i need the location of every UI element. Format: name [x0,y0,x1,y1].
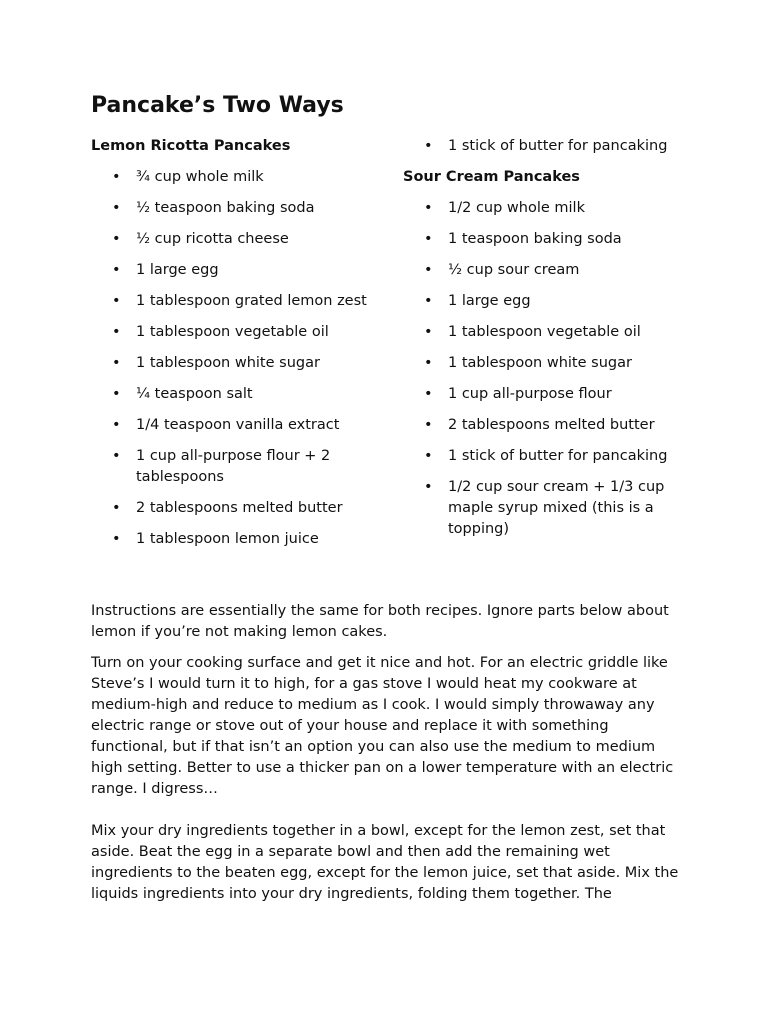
list-item: • 2 tablespoons melted butter [403,415,683,436]
list-item: • 1 tablespoon white sugar [403,353,683,374]
list-item: • ½ cup ricotta cheese [91,229,391,250]
list-item: • 1 tablespoon lemon juice [91,529,391,550]
sour-cream-heading: Sour Cream Pancakes [403,169,580,185]
sour-cream-column [403,136,683,560]
instructions-paragraph: Mix your dry ingredients together in a bowl, except for the lemon zest, set that aside. Beat the egg in a separate bowl and then add the remaining wet ingredients to the beaten egg, except for the lemon juice, set that aside. Mix the liquids ingredients into your dry ingredients, folding them together. The [91,823,679,902]
list-item: • 1 tablespoon white sugar [91,353,391,374]
instructions-paragraph: Instructions are essentially the same for both recipes. Ignore parts below about lemon if you’re not making lemon cakes. [91,603,669,640]
lemon-ricotta-column [91,136,391,560]
lemon-ricotta-list [91,167,391,550]
document-title: Pancake’s Two Ways [91,93,344,118]
list-item: • 1/2 cup whole milk [403,198,683,219]
list-item: • 1 tablespoon vegetable oil [91,322,391,343]
list-item: • 1 cup all-purpose flour + 2 tablespoons [91,446,391,488]
list-item: • 1 large egg [403,291,683,312]
list-item: • 1/2 cup sour cream + 1/3 cup maple syrup mixed (this is a topping) [403,477,683,540]
list-item: • ¼ teaspoon salt [91,384,391,405]
list-item: • 1 cup all-purpose flour [403,384,683,405]
list-item: • 1 stick of butter for pancaking [403,136,683,157]
lemon-ricotta-heading: Lemon Ricotta Pancakes [91,138,291,154]
instructions-paragraph: Turn on your cooking surface and get it nice and hot. For an electric griddle like Steve’s I would turn it to high, for a gas stove I would heat my cookware at medium-high and reduce to medium as I cook. I would simply throwaway any electric range or stove out of your house and replace it with something functional, but if that isn’t an option you can also use the medium to medium high setting. Better to use a thicker pan on a lower temperature with an electric range. I digress… [91,655,674,797]
list-item: • 1 tablespoon grated lemon zest [91,291,391,312]
list-item: • 1 large egg [91,260,391,281]
list-item: • ½ teaspoon baking soda [91,198,391,219]
list-item: • 2 tablespoons melted butter [91,498,391,519]
list-item: • 1 stick of butter for pancaking [403,446,683,467]
document-page [91,90,683,915]
sour-cream-list [403,198,683,540]
list-item: • 1 teaspoon baking soda [403,229,683,250]
lemon-ricotta-carryover-list [403,136,683,157]
ingredient-columns [91,136,683,560]
instructions-section [91,601,683,905]
list-item: • 1/4 teaspoon vanilla extract [91,415,391,436]
list-item: • 1 tablespoon vegetable oil [403,322,683,343]
list-item: • ½ cup sour cream [403,260,683,281]
list-item: • ¾ cup whole milk [91,167,391,188]
